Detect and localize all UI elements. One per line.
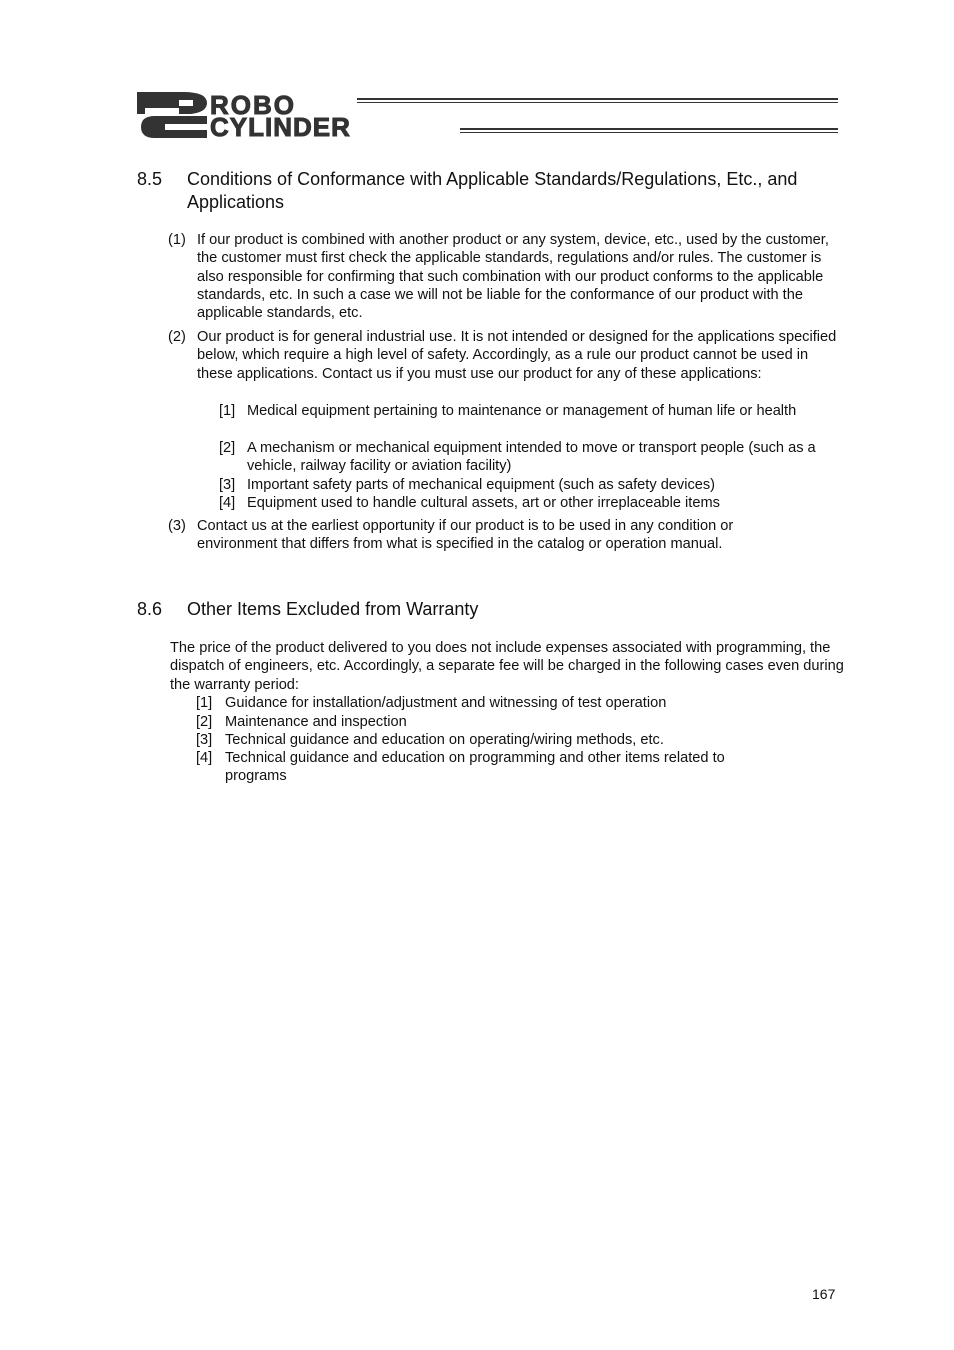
logo-text-robo: ROBO <box>210 90 296 120</box>
sub-list-item-text: Important safety parts of mechanical equipment (such as safety devices) <box>247 477 716 493</box>
list-marker: (3) <box>168 518 186 534</box>
sub-list-item-text: Equipment used to handle cultural assets, art or other irreplaceable items <box>247 495 720 511</box>
list-item <box>168 328 848 402</box>
sub-list-marker: [2] <box>219 440 236 456</box>
list-item <box>196 694 846 713</box>
section-title: Other Items Excluded from Warranty <box>187 599 479 619</box>
list-marker: [1] <box>196 695 213 711</box>
list-item-text: Contact us at the earliest opportunity if our product is to be used in any condition or environment that differs from what is specified in the catalog or operation manual. <box>197 518 734 553</box>
list-item-text: Technical guidance and education on operating/wiring methods, etc. <box>225 732 664 748</box>
section-8-5-heading <box>137 168 857 216</box>
section-8-6-heading <box>137 598 857 622</box>
list-marker: [4] <box>196 750 213 766</box>
list-marker: [2] <box>196 714 213 730</box>
sub-list-marker: [4] <box>219 495 236 511</box>
list-marker: (1) <box>168 232 186 248</box>
header-rule-bottom <box>460 128 838 133</box>
list-item <box>168 517 848 554</box>
logo-text-cylinder: CYLINDER <box>210 112 351 142</box>
sub-list-item <box>219 476 849 495</box>
sub-list-item-text: A mechanism or mechanical equipment intended to move or transport people (such as a vehicle, railway facility or aviation facility) <box>247 440 816 475</box>
warranty-intro-paragraph: The price of the product delivered to you does not include expenses associated with programming, the dispatch of engineers, etc. Accordingly, a separate fee will be charged in the following cases even during the warranty period: <box>170 640 844 693</box>
page-number: 167 <box>812 1286 836 1302</box>
sub-list-item-text: Medical equipment pertaining to maintenance or management of human life or health <box>247 403 797 419</box>
list-item <box>168 231 848 323</box>
header-rule-top <box>357 98 838 103</box>
list-item-text: Guidance for installation/adjustment and witnessing of test operation <box>225 695 667 711</box>
list-item-text: Technical guidance and education on programming and other items related to programs <box>225 750 725 785</box>
sub-list-item <box>219 494 849 513</box>
section-number: 8.5 <box>137 169 163 189</box>
list-item <box>196 731 846 750</box>
section-title: Conditions of Conformance with Applicable Standards/Regulations, Etc., and Applications <box>187 169 798 212</box>
sub-list-item <box>219 402 849 439</box>
rc-logo-mark-icon <box>135 90 210 140</box>
sub-list-item <box>219 439 849 476</box>
sub-list-marker: [3] <box>219 477 236 493</box>
section-number: 8.6 <box>137 599 163 619</box>
list-marker: [3] <box>196 732 213 748</box>
list-item <box>196 713 846 732</box>
list-item-text: If our product is combined with another product or any system, device, etc., used by the customer, the customer must first check the applicable standards, regulations and/or rules. The customer is also responsible for confirming that such combination with our product conforms to the applicable standards, etc. In such a case we will not be liable for the conformance of our product with the applicable standards, etc. <box>197 232 829 322</box>
list-marker: (2) <box>168 329 186 345</box>
list-item-text: Our product is for general industrial use. It is not intended or designed for the applications specified below, which require a high level of safety. Accordingly, as a rule our product cannot be used in these applications. Contact us if you must use our product for any of these applications: <box>197 329 837 382</box>
sub-list-marker: [1] <box>219 403 236 419</box>
list-item <box>196 749 846 786</box>
list-item-text: Maintenance and inspection <box>225 714 407 730</box>
